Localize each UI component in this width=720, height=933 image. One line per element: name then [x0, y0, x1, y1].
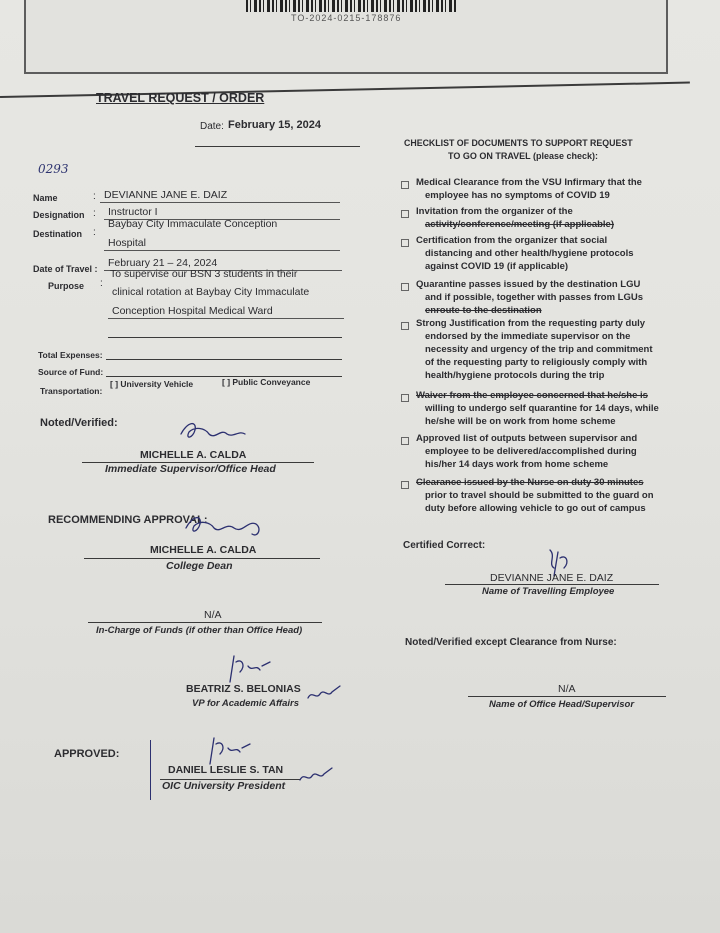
vp-title: VP for Academic Affairs [192, 698, 300, 709]
dean-line [84, 558, 320, 559]
date-label: Date: [200, 121, 224, 132]
supervisor-signature [175, 416, 255, 446]
checklist-item-text: of the requesting party to religiously comply with [425, 357, 648, 368]
destination-line1: Baybay City Immaculate Conception [108, 218, 278, 230]
checklist-item-text: his/her 14 days work from home scheme [425, 459, 609, 470]
checklist-item-text: prior to travel should be submitted to the guard on [425, 490, 654, 501]
checklist-checkbox[interactable] [401, 181, 409, 189]
checklist-item-text: he/she will be on work from home scheme [425, 416, 616, 427]
noted-except-label: Noted/Verified except Clearance from Nurse: [405, 637, 617, 648]
supervisor-title: Immediate Supervisor/Office Head [105, 463, 276, 475]
colon: : [93, 227, 96, 238]
vp-signature [226, 652, 286, 686]
checklist-item-text: duty before allowing vehicle to go out of campus [425, 503, 646, 514]
purpose-line2: clinical rotation at Baybay City Immaculate [112, 286, 310, 298]
name-field: DEVIANNE JANE E. DAIZ [100, 188, 340, 203]
employee-line [445, 584, 659, 585]
checklist-item-text: Medical Clearance from the VSU Infirmary that the [416, 177, 642, 188]
vp-name: BEATRIZ S. BELONIAS [186, 683, 301, 695]
checklist-checkbox[interactable] [401, 437, 409, 445]
checklist-checkbox[interactable] [401, 210, 409, 218]
colon: : [100, 278, 103, 289]
purpose-blank-line [108, 337, 342, 338]
office-head-line [468, 696, 666, 697]
checklist-item-text: Certification from the organizer that social [416, 235, 608, 246]
date-underline [195, 146, 360, 147]
name-label: Name [33, 193, 58, 203]
document-number: TO-2024-0215-178876 [291, 13, 402, 23]
checklist-item-text: necessity and urgency of the trip and commitment [425, 344, 653, 355]
vp-initial [306, 682, 346, 706]
date-of-travel-label: Date of Travel : [33, 264, 98, 274]
checklist-title-line2: TO GO ON TRAVEL (please check): [448, 151, 599, 161]
checklist-item-text: activity/conference/meeting (if applicable) [425, 219, 614, 230]
checklist-checkbox[interactable] [401, 481, 409, 489]
total-expenses-label: Total Expenses: [38, 350, 103, 360]
transportation-label: Transportation: [40, 386, 103, 396]
transport-public-conveyance: [ ] Public Conveyance [222, 377, 311, 387]
designation-label: Designation [33, 210, 85, 220]
supervisor-name: MICHELLE A. CALDA [140, 449, 247, 461]
dean-signature [182, 508, 272, 542]
checklist-checkbox[interactable] [401, 283, 409, 291]
checklist-item-text: willing to undergo self quarantine for 14 days, while [425, 403, 659, 414]
recommending-approval-label: RECOMMENDING APPROVAL: [48, 514, 208, 526]
checklist-checkbox[interactable] [401, 322, 409, 330]
in-charge-funds-line [88, 622, 322, 623]
checklist-item-text: employee to be delivered/accomplished during [425, 446, 637, 457]
purpose-label: Purpose [48, 281, 85, 291]
date-value: February 15, 2024 [228, 119, 321, 131]
form-title: TRAVEL REQUEST / ORDER [96, 91, 265, 105]
president-title: OIC University President [162, 780, 286, 792]
destination-line2: Hospital [104, 236, 340, 251]
president-name: DANIEL LESLIE S. TAN [168, 764, 284, 776]
office-head-title: Name of Office Head/Supervisor [489, 699, 635, 710]
purpose-line1: To supervise our BSN 3 students in their [110, 268, 298, 280]
checklist-item-text: Waiver from the employee concerned that he/she is [416, 390, 648, 401]
employee-title: Name of Travelling Employee [482, 586, 615, 597]
checklist-item-text: Quarantine passes issued by the destination LGU [416, 279, 641, 290]
checklist-item-text: Clearance issued by the Nurse on duty 30 minutes [416, 477, 644, 488]
approved-label: APPROVED: [54, 748, 120, 760]
checklist-item-text: and if possible, together with passes from LGUs [425, 292, 644, 303]
purpose-line3: Conception Hospital Medical Ward [108, 304, 344, 319]
office-head-name: N/A [558, 683, 576, 695]
checklist-checkbox[interactable] [401, 394, 409, 402]
noted-verified-label: Noted/Verified: [40, 417, 118, 429]
document-stub [24, 0, 668, 74]
checklist-item-text: distancing and other health/hygiene protocols [425, 248, 634, 259]
in-charge-funds-name: N/A [204, 609, 222, 621]
checklist-item-text: against COVID 19 (if applicable) [425, 261, 569, 272]
checklist-item-text: health/hygiene protocols during the trip [425, 370, 605, 381]
designation-field: Instructor I [104, 205, 340, 220]
employee-name: DEVIANNE JANE E. DAIZ [490, 572, 614, 584]
president-initial [298, 764, 338, 788]
checklist-title-line1: CHECKLIST OF DOCUMENTS TO SUPPORT REQUEST [404, 138, 633, 148]
colon: : [93, 208, 96, 219]
approval-bracket [150, 740, 151, 800]
certified-correct-label: Certified Correct: [403, 540, 486, 551]
colon: : [93, 191, 96, 202]
source-of-fund-label: Source of Fund: [38, 367, 104, 377]
checklist-item-text: employee has no symptoms of COVID 19 [425, 190, 610, 201]
date-of-travel-field: February 21 – 24, 2024 [104, 256, 342, 271]
checklist-item-text: Strong Justification from the requesting party duly [416, 318, 646, 329]
dean-title: College Dean [166, 560, 233, 572]
checklist-item-text: enroute to the destination [425, 305, 542, 316]
president-signature [206, 734, 266, 768]
dean-name: MICHELLE A. CALDA [150, 544, 257, 556]
checklist-checkbox[interactable] [401, 239, 409, 247]
transport-university-vehicle: [ ] University Vehicle [110, 379, 194, 389]
checklist-item-text: Invitation from the organizer of the [416, 206, 573, 217]
checklist-item-text: Approved list of outputs between supervisor and [416, 433, 638, 444]
handwritten-number: 0293 [38, 162, 69, 176]
in-charge-funds-title: In-Charge of Funds (if other than Office Head) [96, 625, 303, 636]
barcode [246, 0, 456, 12]
checklist-item-text: endorsed by the immediate supervisor on the [425, 331, 631, 342]
total-expenses-line [106, 359, 342, 360]
destination-label: Destination [33, 229, 83, 239]
